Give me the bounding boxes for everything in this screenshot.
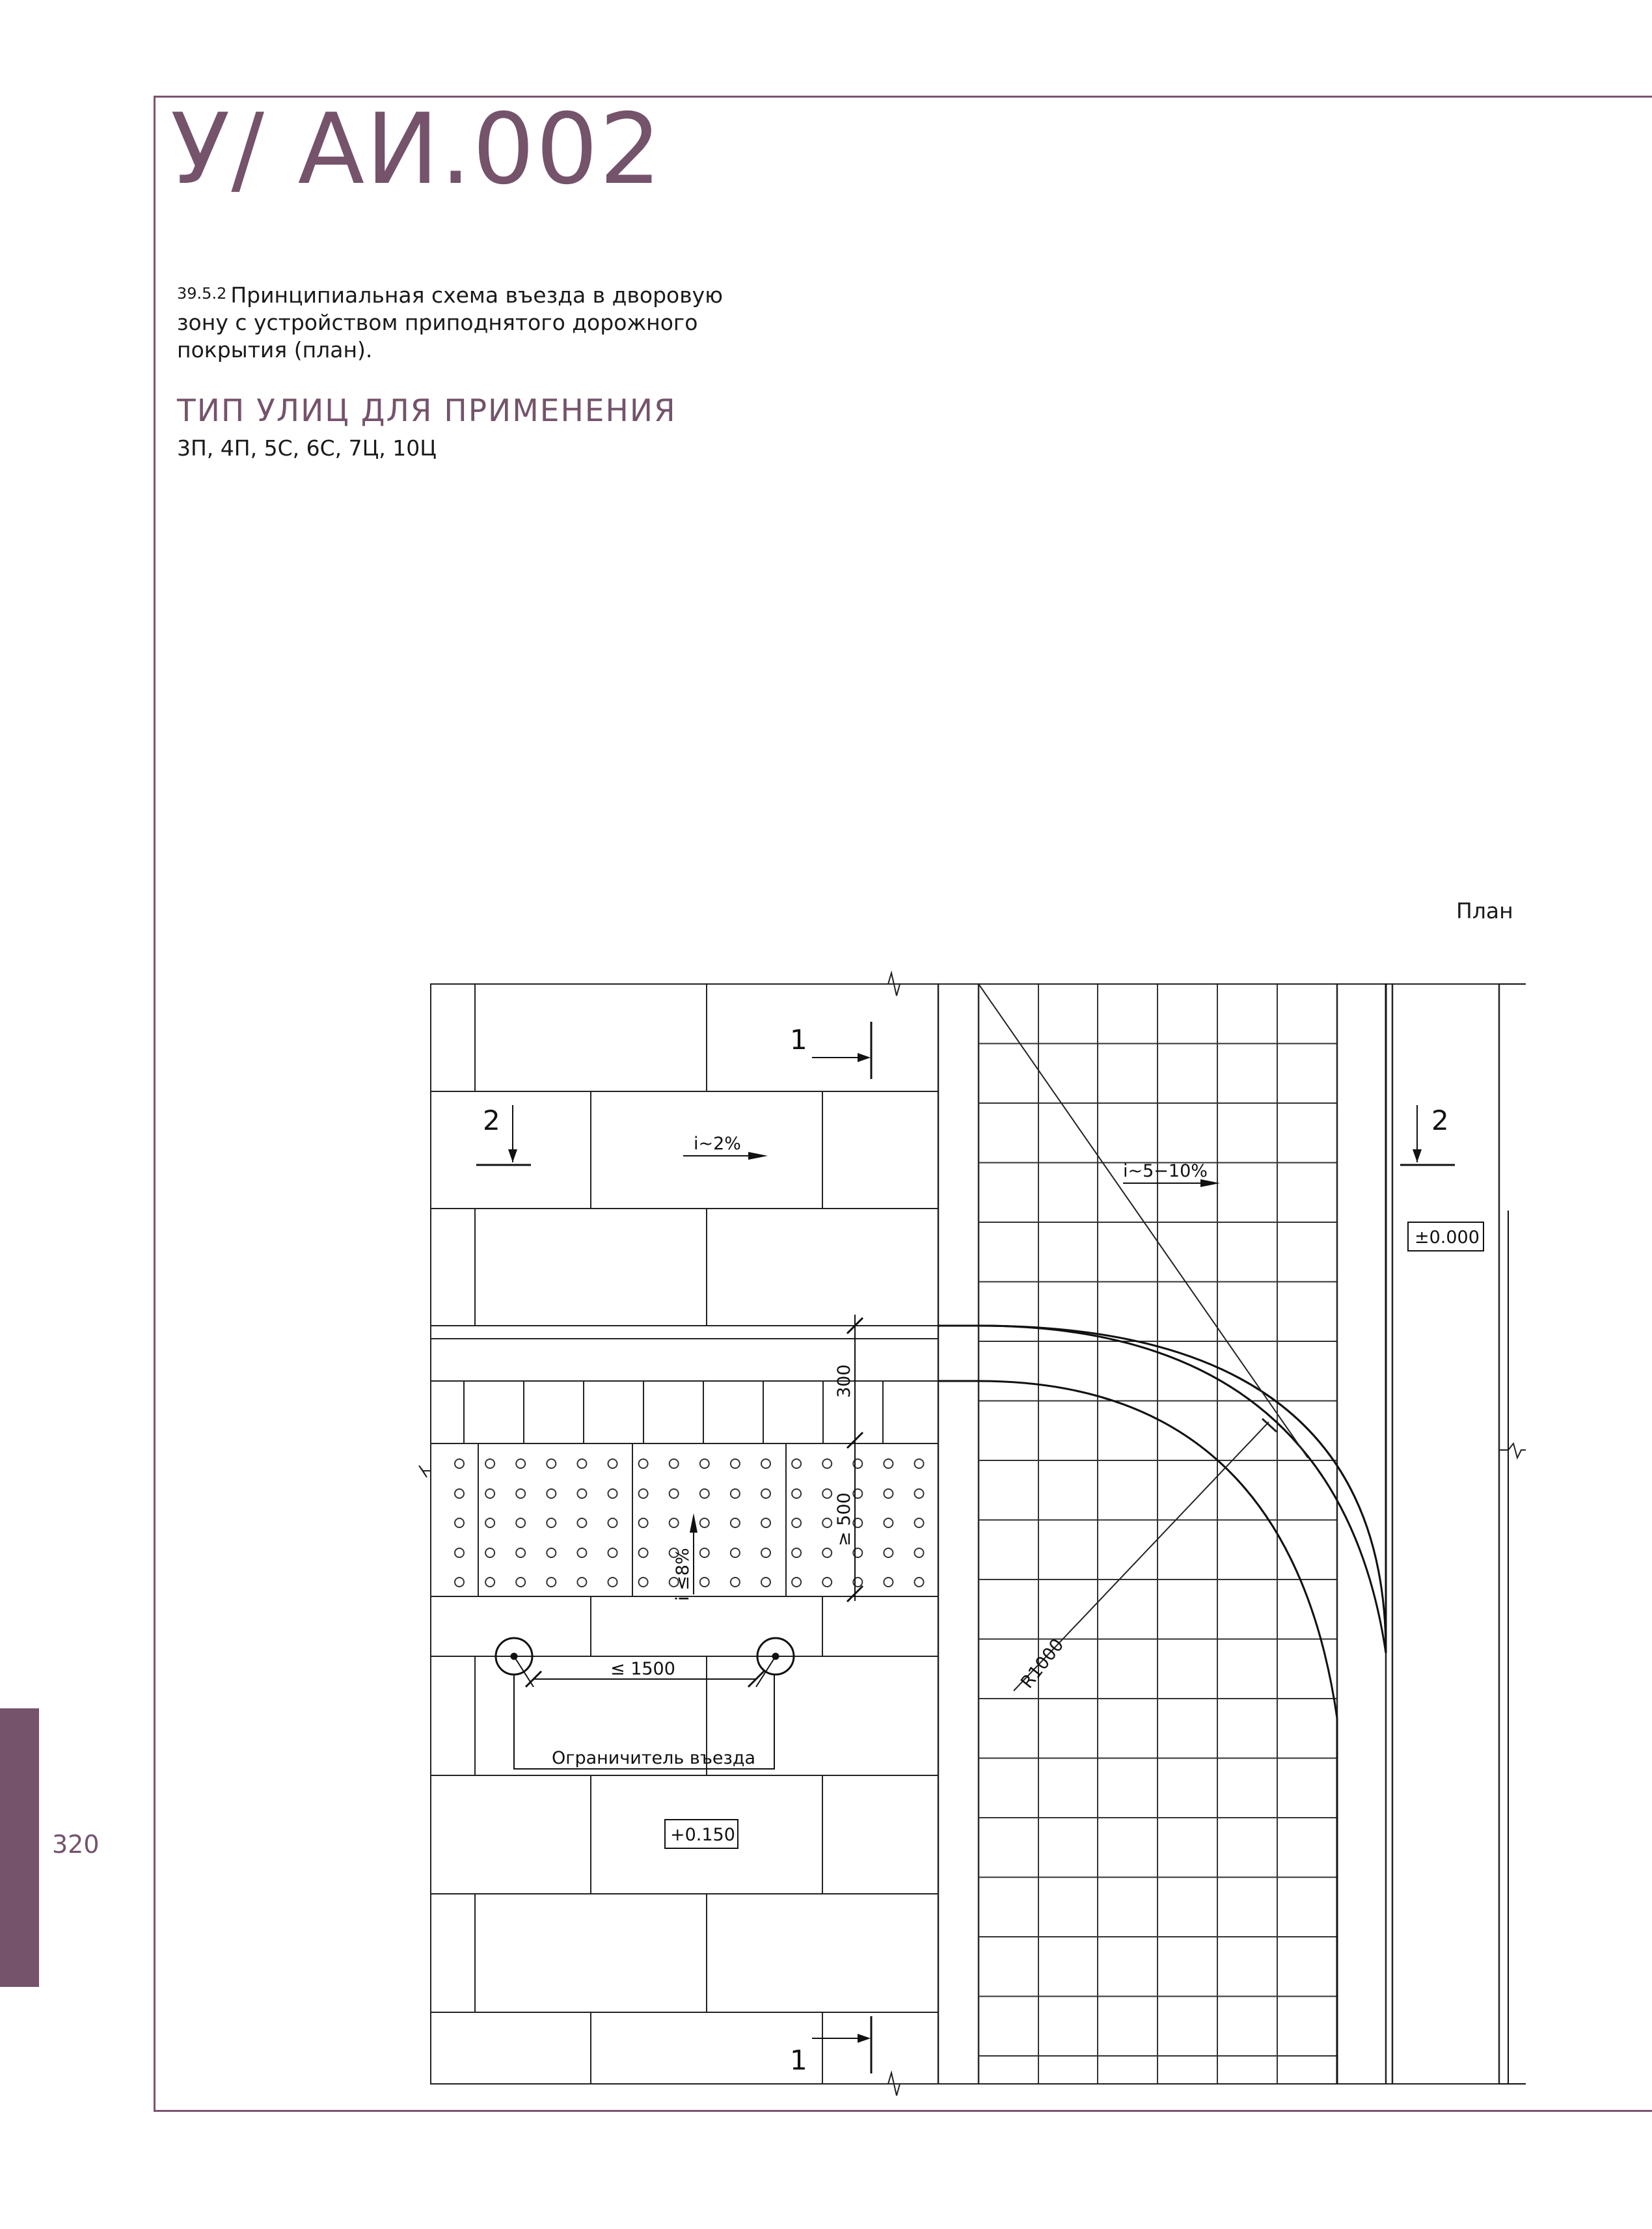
tactile-dot [547, 1489, 556, 1498]
page-number: 320 [52, 1830, 100, 1859]
tactile-dot [822, 1578, 832, 1587]
dimension-bollard-spacing: ≤ 1500 [610, 1659, 675, 1679]
tactile-dot [761, 1518, 770, 1527]
tactile-dot [915, 1578, 924, 1587]
tactile-dot [608, 1518, 617, 1527]
tactile-dot [700, 1489, 709, 1498]
tactile-dot [884, 1548, 893, 1557]
road-edge [1337, 984, 1499, 2084]
tactile-dot [516, 1518, 525, 1527]
tactile-dot [761, 1578, 770, 1587]
street-type-heading: ТИП УЛИЦ ДЛЯ ПРИМЕНЕНИЯ [177, 393, 677, 429]
tactile-dot [700, 1459, 709, 1468]
tactile-dot [639, 1459, 648, 1468]
tactile-dot [761, 1548, 770, 1557]
tactile-dot [792, 1459, 801, 1468]
street-type-list: 3П, 4П, 5С, 6С, 7Ц, 10Ц [177, 435, 437, 461]
tactile-dot [731, 1548, 740, 1557]
tactile-dot [608, 1459, 617, 1468]
tactile-dot [670, 1489, 679, 1498]
section-mark-1-top-label: 1 [790, 1024, 807, 1056]
section-mark-1-bottom-label: 1 [790, 2044, 807, 2076]
radius-lines [979, 984, 1308, 1691]
tactile-dot [608, 1548, 617, 1557]
tactile-dot [639, 1578, 648, 1587]
tactile-dot [915, 1548, 924, 1557]
dimension-curb: 300 [834, 1364, 854, 1398]
tactile-dot [577, 1459, 586, 1468]
tactile-dot [884, 1489, 893, 1498]
tactile-dot [915, 1518, 924, 1527]
section-mark-1-bottom [812, 2016, 871, 2073]
tactile-dot [455, 1459, 464, 1468]
tactile-dot [884, 1578, 893, 1587]
tactile-dot [547, 1548, 556, 1557]
tactile-dot [884, 1518, 893, 1527]
elevation-tag-road: ±0.000 [1415, 1227, 1480, 1248]
tactile-dot [516, 1489, 525, 1498]
tactile-dot [608, 1578, 617, 1587]
tactile-dot [516, 1578, 525, 1587]
tactile-dot [639, 1518, 648, 1527]
tactile-dot [700, 1518, 709, 1527]
tactile-dot [547, 1459, 556, 1468]
tactile-dot [915, 1489, 924, 1498]
tactile-dot [485, 1489, 494, 1498]
bollard-callout: Ограничитель въезда [552, 1748, 756, 1768]
tactile-dot [639, 1548, 648, 1557]
sidewalk-paving [431, 984, 938, 2084]
tactile-dot [700, 1578, 709, 1587]
tactile-dot [792, 1548, 801, 1557]
tactile-dot [731, 1518, 740, 1527]
tactile-dot [822, 1548, 832, 1557]
elevation-tag-raised: +0.150 [670, 1825, 735, 1845]
section-mark-1-top [812, 1022, 871, 1079]
tactile-dot [485, 1518, 494, 1527]
tactile-dot [547, 1518, 556, 1527]
slope-label-road: i~5−10% [1123, 1161, 1208, 1181]
tactile-dot [731, 1459, 740, 1468]
section-mark-2-left-label: 2 [483, 1104, 500, 1136]
dimension-lines [847, 984, 1526, 2084]
tactile-dot [792, 1518, 801, 1527]
tactile-dot [639, 1489, 648, 1498]
tactile-dot [485, 1459, 494, 1468]
tactile-dot [516, 1548, 525, 1557]
section-description-text: Принципиальная схема въезда в дворовую зону с устройством приподнятого дорожного покрытия (план). [177, 282, 723, 362]
tactile-dot [455, 1489, 464, 1498]
section-number: 39.5.2 [177, 284, 227, 303]
tactile-dot [670, 1518, 679, 1527]
slope-label-ramp: i ≤8% [673, 1548, 693, 1601]
road-grid [979, 984, 1337, 2084]
tactile-dot [761, 1489, 770, 1498]
document-code: У/ АИ.002 [170, 93, 663, 206]
tactile-dot [670, 1459, 679, 1468]
tactile-dot [822, 1459, 832, 1468]
tactile-dot [792, 1578, 801, 1587]
tactile-dot [822, 1489, 832, 1498]
tactile-dot [577, 1518, 586, 1527]
tactile-dot [455, 1548, 464, 1557]
slope-label-sidewalk: i~2% [694, 1134, 741, 1154]
tactile-dot [455, 1578, 464, 1587]
dimension-tactile: ≥ 500 [834, 1492, 854, 1546]
tactile-dot [485, 1578, 494, 1587]
tactile-dot [577, 1578, 586, 1587]
tactile-dot [547, 1578, 556, 1587]
tactile-dot [700, 1548, 709, 1557]
tactile-dot [731, 1489, 740, 1498]
tactile-dot [577, 1489, 586, 1498]
tactile-dot [884, 1459, 893, 1468]
curb-lines [938, 984, 979, 2084]
tactile-dot [455, 1518, 464, 1527]
tactile-dot [577, 1548, 586, 1557]
tactile-dot [731, 1578, 740, 1587]
plan-title: План [1456, 898, 1513, 923]
tactile-dot [485, 1548, 494, 1557]
tactile-dot [608, 1489, 617, 1498]
tactile-dot [915, 1459, 924, 1468]
section-mark-2-right-label: 2 [1431, 1104, 1449, 1136]
dimension-radius: R1000 [1017, 1635, 1068, 1693]
tactile-dot [516, 1459, 525, 1468]
tactile-dot [761, 1459, 770, 1468]
tactile-dot [822, 1518, 832, 1527]
break-lines [419, 973, 1526, 2096]
tactile-dot [792, 1489, 801, 1498]
